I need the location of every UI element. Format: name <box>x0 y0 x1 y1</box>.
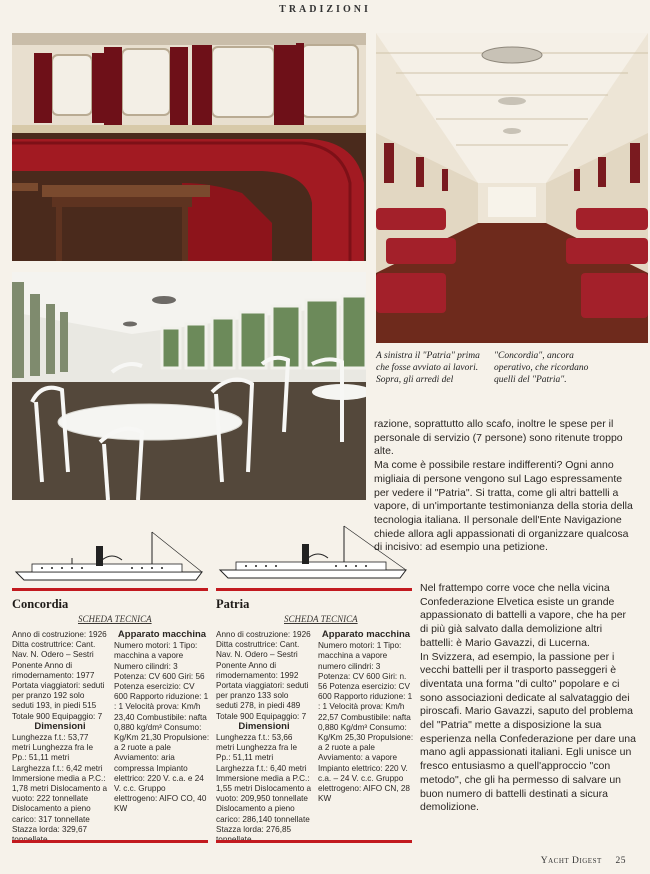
patria-dimensioni-head: Dimensioni <box>238 720 290 732</box>
caption-right: "Concordia", ancora operativo, che ricordano quelli del "Patria". <box>494 351 589 385</box>
concordia-dimensioni-head: Dimensioni <box>34 720 86 732</box>
patria-scheda: SCHEDA TECNICA <box>284 614 358 624</box>
caption-left: A sinistra il "Patria" prima che fosse avviato ai lavori. Sopra, gli arredi del <box>376 351 480 385</box>
spec-top-rule-left <box>12 588 208 591</box>
concordia-drawing <box>12 528 208 586</box>
page-number: 25 <box>615 856 626 866</box>
corridor-photo <box>376 33 648 343</box>
article-body <box>374 418 636 555</box>
patria-title: Patria <box>216 597 250 611</box>
patria-drawing <box>216 524 412 586</box>
concordia-spec-apparato: Numero motori: 1 Tipo: macchina a vapore Numero cilindri: 3 Potenza: CV 600 Giri: 56 Potenza esercizio: CV 600 Rapporto riduzione: 1 : 1 Velocità prova: Km/h 23,40 Combustibile: nafta 0,880 kg/dm³ Consumo: Kg/Km 21,30 Propulsione: a 2 ruote a pale Avviamento: aria compressa Impianto elettrico: 220 V. c.a. e 24 V. c.c. Gruppo elettrogeno: AIFO CO, 40 KW <box>114 641 210 814</box>
patria-spec-general: Anno di costruzione: 1926 Ditta costruttrice: Cant. Nav. N. Odero – Sestri Ponente Anno di rimodernamento: 1992 Portata viaggiatori: seduti per pranzo 133 solo seduti 278, in piedi 489 Totale 900 Equipaggio: 7 <box>216 630 311 721</box>
article-paragraph: In Svizzera, ad esempio, la passione per i vecchi battelli per il trasporto passeggeri è diventata una forma "di culto" popolare e ci sono associazioni dedicate al salvataggio dei piroscafi. Mario Gavazzi, saputo del problema del "Patria" mette a disposizione la sua esperienza nella Confederazione per dare una mano agli appassionati italiani. Egli unisce un fresco entusiasmo a quell'approccio "con metodo", che gli ha permesso di salvare un buon numero di battelli destinati a sicura demolizione. <box>420 650 636 814</box>
magazine-name: Yacht Digest <box>540 856 602 866</box>
concordia-title: Concordia <box>12 597 69 611</box>
concordia-scheda: SCHEDA TECNICA <box>78 614 152 624</box>
spec-bottom-rule-left <box>12 840 208 843</box>
concordia-spec-col1 <box>12 630 108 845</box>
lounge-photo <box>12 33 366 261</box>
patria-spec-col1 <box>216 630 312 845</box>
concordia-spec-col2 <box>114 630 210 815</box>
spec-bottom-rule-right <box>216 840 412 843</box>
patria-apparato-head: Apparato macchina <box>321 629 411 640</box>
patria-spec-dimensioni: Lunghezza f.t.: 53,66 metri Lunghezza fra le Pp.: 51,11 metri Larghezza f.t.: 6,40 metri Immersione media a P.C.: 1,55 metri Dislocamento a vuoto: 209,950 tonnellate Dislocamento a pieno carico: 286,140 tonnellate Stazza lorda: 276,85 <box>216 733 312 834</box>
article-paragraph: Nel frattempo corre voce che nella vicina Confederazione Elvetica esiste un grande appassionato di battelli a vapore, che ha per di più già salvato dalla demolizione altri battelli: è Mario Gavazzi, di Lucerna. <box>420 582 627 649</box>
article-paragraph: Ma come è possibile restare indifferenti? Ogni anno migliaia di persone vengono sul Lago espressamente per vedere il "Patria". Si tratta, come gli altri battelli a vapore, di un'importante testimonianza della storia della tecnologia italiana. Il personale dell'Ente Navigazione chiede allora agli appassionati di organizzare qualcosa di incisivo: ad esempio una petizione. <box>374 459 633 554</box>
patria-spec-col2 <box>318 630 414 804</box>
concordia-apparato-head: Apparato macchina <box>117 629 207 640</box>
article-paragraph: razione, soprattutto allo scafo, inoltre le spese per il personale di servizio (7 persone) sono ritenute troppo alte. <box>374 418 623 458</box>
page-footer <box>541 856 626 866</box>
concordia-spec-dimensioni: Lunghezza f.t.: 53,77 metri Lunghezza fra le Pp.: 51,11 metri Larghezza f.t.: 6,42 metri Immersione media a P.C.: 1,78 metri Dislocamento a vuoto: 222 tonnellate Dislocamento a pieno carico: 317 tonnellate Stazza lorda: 329,67 <box>12 733 108 834</box>
section-kicker: TRADIZIONI <box>279 4 371 15</box>
article-body-2 <box>420 582 636 815</box>
salon-photo <box>12 272 366 500</box>
spec-top-rule-right <box>216 588 412 591</box>
patria-spec-apparato: Numero motori: 1 Tipo: macchina a vapore numero cilindri: 3 Potenza: CV 600 Giri: n. 56 Potenza esercizio: CV 600 Rapporto riduzione: 1 : 1 Velocità prova: Km/h 22,57 Combustibile: nafta 0,880 Kg/dm³ Consumo: Kg/Km 25,30 Propulsione: a 2 ruote a pale Avviamento: a vapore Impianto elettrico: 220 V. c.a. – 24 V. c.c. Gruppo elettrogeno: AIFO CN, 28 KW <box>318 641 414 804</box>
concordia-spec-general: Anno di costruzione: 1926 Ditta costruttrice: Cant. Nav. N. Odero – Sestri Ponente Anno di rimodernamento: 1977 Portata viaggiatori: seduti per pranzo 192 solo seduti 193, in piedi 515 Totale 900 Equipaggio: 7 <box>12 630 107 721</box>
